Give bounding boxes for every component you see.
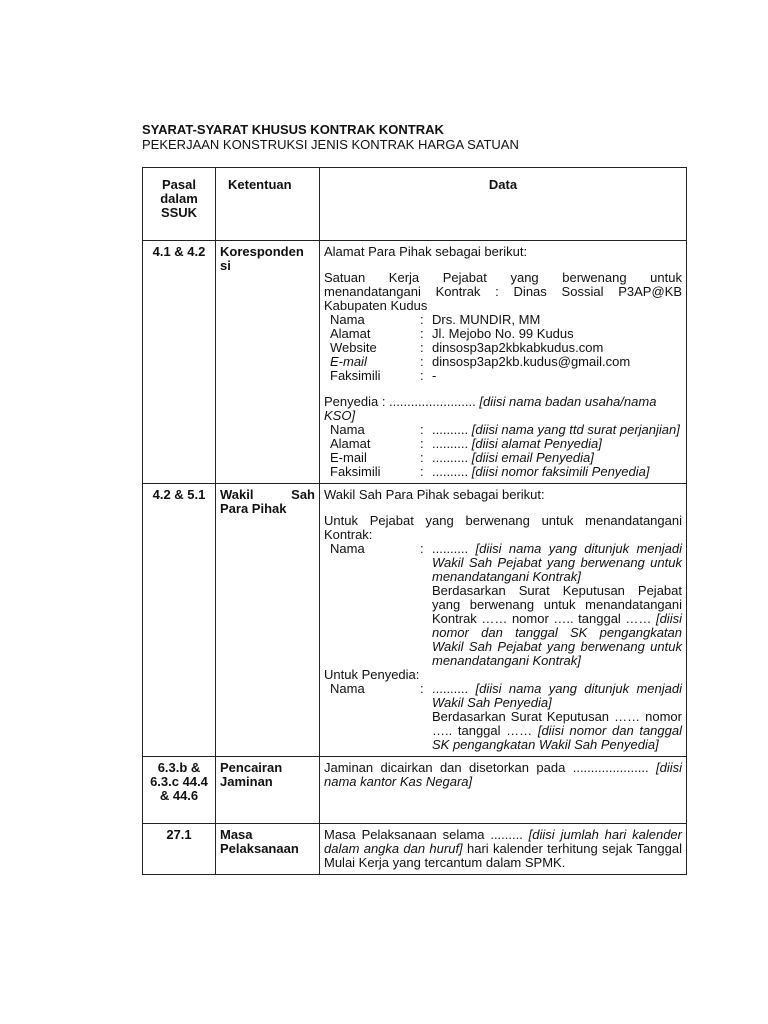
row-intro: Wakil Sah Para Pihak sebagai berikut: bbox=[324, 487, 545, 502]
data-cell bbox=[320, 241, 687, 484]
field-row: Alamat : Jl. Mejobo No. 99 Kudus bbox=[330, 326, 574, 341]
field-row: Faksimili : .......... [diisi nomor faksimili Penyedia] bbox=[330, 464, 650, 479]
document-subtitle: PEKERJAAN KONSTRUKSI JENIS KONTRAK HARGA SATUAN bbox=[142, 137, 519, 152]
field-row: Faksimili : - bbox=[330, 368, 437, 383]
header-data: Data bbox=[320, 168, 687, 241]
table-row bbox=[143, 757, 687, 824]
pasal-cell: 4.1 & 4.2 bbox=[143, 241, 216, 484]
field-row: Nama : .......... [diisi nama yang ditunjuk menjadi Wakil Sah Pejabat yang berwenang untuk menandatangani Kontrak] Berdasarkan Surat Keputusan Pejabat yang berwenang untuk menandatangani Kontrak …… nomor ….. tanggal …… [diisi nomor dan tanggal SK pengangkatan Wakil Sah Pejabat yang berwenang untuk menandatangani Kontrak] bbox=[330, 541, 682, 668]
table-row bbox=[143, 241, 687, 484]
ketentuan-cell: Pencairan Jaminan bbox=[216, 757, 320, 824]
data-cell: Jaminan dicairkan dan disetorkan pada ..................... [diisi nama kantor Kas Negara] bbox=[320, 757, 687, 824]
table-row bbox=[143, 484, 687, 757]
field-row: Nama : Drs. MUNDIR, MM bbox=[330, 312, 541, 327]
row-intro: Alamat Para Pihak sebagai berikut: bbox=[324, 244, 528, 259]
ssuk-table bbox=[142, 167, 687, 875]
field-row: E-mail : dinsosp3ap2kb.kudus@gmail.com bbox=[330, 354, 631, 369]
ketentuan-cell: Koresponden si bbox=[216, 241, 320, 484]
header-ketentuan: Ketentuan bbox=[216, 168, 320, 241]
data-cell bbox=[320, 484, 687, 757]
table-row bbox=[143, 824, 687, 875]
ketentuan-cell: Wakil Sah Para Pihak bbox=[216, 484, 320, 757]
field-row: Nama : .......... [diisi nama yang ttd surat perjanjian] bbox=[330, 422, 680, 437]
field-row: Website : dinsosp3ap2kbkabkudus.com bbox=[330, 340, 604, 355]
table-header-row bbox=[143, 168, 687, 241]
penyedia-line: Penyedia : ........................ [diisi nama badan usaha/nama KSO] bbox=[324, 394, 657, 423]
penyedia-lead: Untuk Penyedia: bbox=[324, 667, 420, 682]
data-cell: Masa Pelaksanaan selama ......... [diisi jumlah hari kalender dalam angka dan huruf] hari kalender terhitung sejak Tanggal Mulai Kerja yang tercantum dalam SPMK. bbox=[320, 824, 687, 875]
pasal-cell: 27.1 bbox=[143, 824, 216, 875]
field-row: Nama : .......... [diisi nama yang ditunjuk menjadi Wakil Sah Penyedia] Berdasarkan Surat Keputusan …… nomor ….. tanggal …… [diisi nomor dan tanggal SK pengangkatan Wakil Sah Penyedia] bbox=[330, 681, 682, 752]
ketentuan-cell: Masa Pelaksanaan bbox=[216, 824, 320, 875]
pasal-cell: 6.3.b & 6.3.c 44.4 & 44.6 bbox=[143, 757, 216, 824]
header-pasal: Pasal dalam SSUK bbox=[143, 168, 216, 241]
document-title: SYARAT-SYARAT KHUSUS KONTRAK KONTRAK bbox=[142, 122, 444, 137]
field-row: Alamat : .......... [diisi alamat Penyedia] bbox=[330, 436, 602, 451]
field-row: E-mail : .......... [diisi email Penyedia] bbox=[330, 450, 594, 465]
pejabat-lead: Untuk Pejabat yang berwenang untuk menandatangani Kontrak: bbox=[324, 513, 682, 542]
satuan-kerja-text: Satuan Kerja Pejabat yang berwenang untuk menandatangani Kontrak : Dinas Sossial P3AP@KB Kabupaten Kudus bbox=[324, 270, 682, 313]
pasal-cell: 4.2 & 5.1 bbox=[143, 484, 216, 757]
